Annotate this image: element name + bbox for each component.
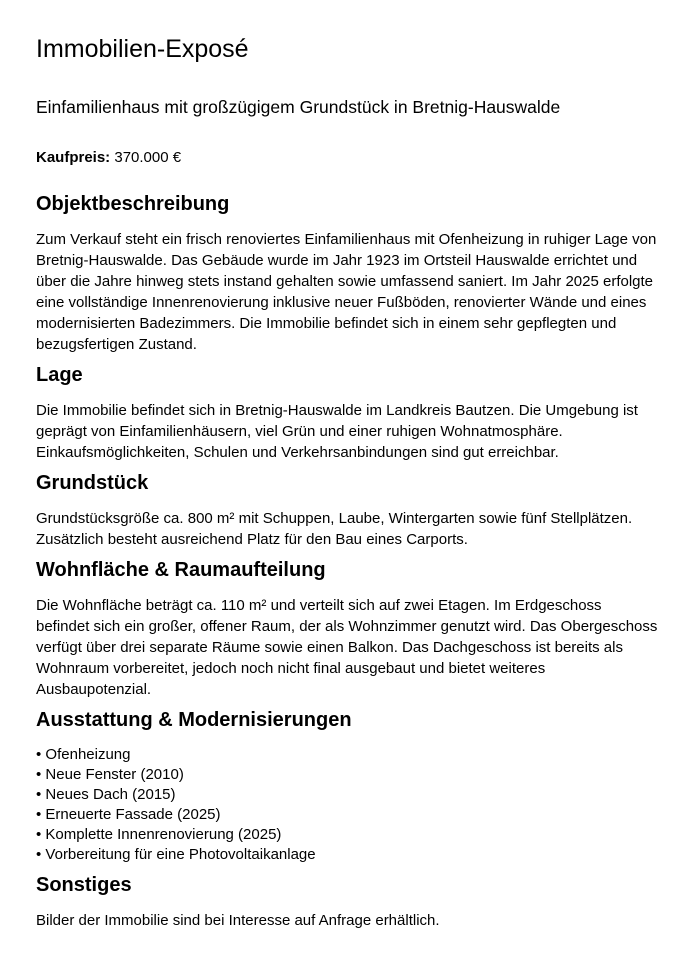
price-value: 370.000 € (114, 149, 182, 166)
section-body-wohnflaeche: Die Wohnfläche beträgt ca. 110 m² und verteilt sich auf zwei Etagen. Im Erdgeschoss befindet sich ein großer, offener Raum, der als Wohnzimmer genutzt wird. Das Obergeschoss verfügt über drei separate Räume sowie einen Balkon. Das Dachgeschoss ist bereits als Wohnraum vorbereitet, jedoch noch nicht final ausgebaut und bietet weiteres Ausbaupotenzial. (36, 597, 658, 698)
section-body-sonstiges: Bilder der Immobilie sind bei Interesse auf Anfrage erhältlich. (36, 912, 440, 929)
price-label: Kaufpreis: (36, 149, 111, 166)
section-body-grundstueck: Grundstücksgröße ca. 800 m² mit Schuppen, Laube, Wintergarten sowie fünf Stellplätzen. Zusätzlich besteht ausreichend Platz für den Bau eines Carports. (36, 510, 633, 548)
feature-item-photovoltaik: • Vorbereitung für eine Photovoltaikanlage (36, 845, 658, 865)
feature-item-fassade: • Erneuerte Fassade (2025) (36, 805, 658, 825)
feature-item-fenster: • Neue Fenster (2010) (36, 765, 658, 785)
section-body-objektbeschreibung: Zum Verkauf steht ein frisch renoviertes Einfamilienhaus mit Ofenheizung in ruhiger Lage von Bretnig-Hauswalde. Das Gebäude wurde im Jahr 1923 im Ortsteil Hauswalde errichtet und über die Jahre hinweg stets instand gehalten sowie umfassend saniert. Im Jahr 2025 erfolgte eine vollständige Innenrenovierung inklusive neuer Fußböden, renovierter Wände und eines modernisierten Badezimmers. Die Immobilie befindet sich in einem sehr gepflegten und bezugsfertigen Zustand. (36, 231, 657, 353)
section-sonstiges (36, 873, 658, 931)
document-title: Immobilien-Exposé (36, 35, 249, 63)
section-ausstattung (36, 708, 658, 865)
section-heading-wohnflaeche: Wohnfläche & Raumaufteilung (36, 559, 326, 581)
feature-item-ofenheizung: • Ofenheizung (36, 745, 658, 765)
section-heading-sonstiges: Sonstiges (36, 874, 132, 896)
feature-list (36, 745, 658, 865)
section-objektbeschreibung (36, 192, 658, 355)
section-grundstueck (36, 471, 658, 550)
section-heading-lage: Lage (36, 364, 83, 386)
section-wohnflaeche (36, 558, 658, 700)
section-body-lage: Die Immobilie befindet sich in Bretnig-Hauswalde im Landkreis Bautzen. Die Umgebung ist geprägt von Einfamilienhäusern, viel Grün und einer ruhigen Wohnatmosphäre. Einkaufsmöglichkeiten, Schulen und Verkehrsanbindungen sind gut erreichbar. (36, 402, 638, 461)
section-heading-grundstueck: Grundstück (36, 472, 149, 494)
section-heading-ausstattung: Ausstattung & Modernisierungen (36, 709, 352, 731)
section-lage (36, 363, 658, 463)
price-line (36, 148, 658, 167)
section-heading-objektbeschreibung: Objektbeschreibung (36, 193, 230, 215)
feature-item-innenrenovierung: • Komplette Innenrenovierung (2025) (36, 825, 658, 845)
feature-item-dach: • Neues Dach (2015) (36, 785, 658, 805)
document-subtitle: Einfamilienhaus mit großzügigem Grundstück in Bretnig-Hauswalde (36, 97, 561, 117)
